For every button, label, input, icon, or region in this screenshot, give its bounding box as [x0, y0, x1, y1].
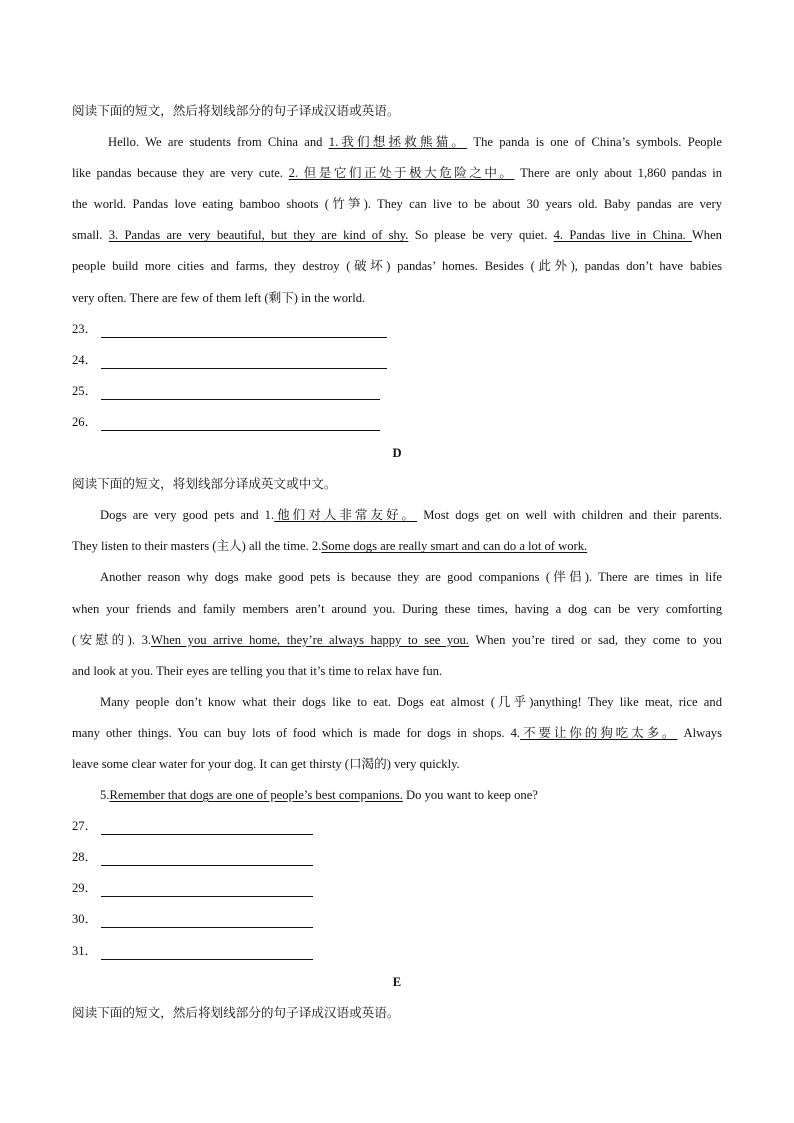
underlined-sentence-1: 他们对人非常友好。 — [274, 508, 418, 523]
answer-number: 26． — [72, 414, 98, 429]
answer-number: 30． — [72, 912, 98, 927]
answer-blank[interactable] — [101, 321, 387, 338]
underlined-sentence-1: 1.我们想拯救熊猫。 — [328, 135, 468, 150]
answer-line-24 — [72, 345, 722, 376]
answer-line-28 — [72, 842, 722, 873]
answer-blank[interactable] — [101, 880, 313, 897]
passage-d-line-2: They listen to their masters (主人) all the time. 2.Some dogs are really smart and can do a lot of work. — [72, 539, 588, 554]
passage-c-line-1: Hello. We are students from China and 1.我们想拯救熊猫。 The panda is one of China’s symbols. People — [108, 135, 722, 150]
answer-blank[interactable] — [101, 383, 380, 400]
section-heading-d: D — [392, 446, 402, 461]
underlined-sentence-4: 不要让你的狗吃太多。 — [520, 725, 678, 740]
answer-number: 28． — [72, 850, 98, 865]
answer-line-27 — [72, 811, 722, 842]
answer-line-31 — [72, 936, 722, 967]
document-page — [72, 96, 722, 1029]
answer-blank[interactable] — [101, 818, 313, 835]
answer-blank[interactable] — [101, 849, 313, 866]
passage-c-line-3: the world. Pandas love eating bamboo shoots (竹笋). They can live to be about 30 years old. Baby pandas are very — [72, 197, 722, 212]
instruction-d: 阅读下面的短文，将划线部分译成英文或中文。 — [72, 477, 337, 492]
passage-d-line-4: when your friends and family members aren’t around you. During these times, having a dog can be very comforting — [72, 601, 722, 616]
passage-d-line-3: Another reason why dogs make good pets is because they are good companions (伴侣). There are times in life — [100, 570, 722, 585]
answer-number: 24． — [72, 352, 98, 367]
answer-line-26 — [72, 407, 722, 438]
answer-blank[interactable] — [101, 943, 313, 960]
underlined-sentence-3: 3. Pandas are very beautiful, but they are kind of shy. — [108, 228, 409, 243]
answer-line-25 — [72, 376, 722, 407]
answer-number: 25． — [72, 383, 98, 398]
passage-d-line-10: 5.Remember that dogs are one of people’s best companions. Do you want to keep one? — [100, 788, 538, 803]
answer-number: 27． — [72, 819, 98, 834]
underlined-sentence-3: When you arrive home, they’re always happy to see you. — [151, 632, 469, 647]
passage-c-line-5: people build more cities and farms, they destroy (破坏) pandas’ homes. Besides (此外), pandas don’t have babies — [72, 259, 722, 274]
underlined-sentence-5: Remember that dogs are one of people’s best companions. — [109, 788, 403, 803]
passage-d-line-8: many other things. You can buy lots of food which is made for dogs in shops. 4.不要让你的狗吃太多。 Always — [72, 725, 722, 740]
passage-c-line-2: like pandas because they are very cute. 2. 但是它们正处于极大危险之中。 There are only about 1,860 pandas in — [72, 166, 722, 181]
underlined-sentence-2: Some dogs are really smart and can do a lot of work. — [321, 539, 588, 554]
answer-number: 23． — [72, 321, 98, 336]
section-heading-e: E — [392, 974, 402, 989]
passage-d-line-7: Many people don’t know what their dogs like to eat. Dogs eat almost (几乎)anything! They like meat, rice and — [100, 694, 722, 709]
underlined-sentence-2: 2. 但是它们正处于极大危险之中。 — [288, 166, 515, 181]
passage-d-line-5: (安慰的). 3.When you arrive home, they’re always happy to see you. When you’re tired or sad, they come to you — [72, 632, 722, 647]
passage-d-line-9: leave some clear water for your dog. It can get thirsty (口渴的) very quickly. — [72, 756, 460, 771]
answer-line-23 — [72, 314, 722, 345]
instruction-c: 阅读下面的短文，然后将划线部分的句子译成汉语或英语。 — [72, 104, 400, 118]
passage-d-line-1: Dogs are very good pets and 1.他们对人非常友好。 Most dogs get on well with children and their parents. — [100, 508, 722, 523]
answer-blank[interactable] — [101, 352, 387, 369]
passage-c-line-6: very often. There are few of them left (剩下) in the world. — [72, 290, 366, 305]
underlined-sentence-4: 4. Pandas live in China. — [553, 228, 692, 243]
answer-number: 31． — [72, 943, 98, 958]
answer-line-30 — [72, 904, 722, 935]
answer-number: 29． — [72, 881, 98, 896]
passage-c-line-4: small. 3. Pandas are very beautiful, but they are kind of shy. So please be very quiet. 4. Pandas live in China. When — [72, 228, 722, 243]
passage-d-line-6: and look at you. Their eyes are telling you that it’s time to relax have fun. — [72, 663, 443, 678]
instruction-e: 阅读下面的短文，然后将划线部分的句子译成汉语或英语。 — [72, 1005, 400, 1020]
answer-line-29 — [72, 873, 722, 904]
answer-blank[interactable] — [101, 414, 380, 431]
answer-blank[interactable] — [101, 911, 313, 928]
